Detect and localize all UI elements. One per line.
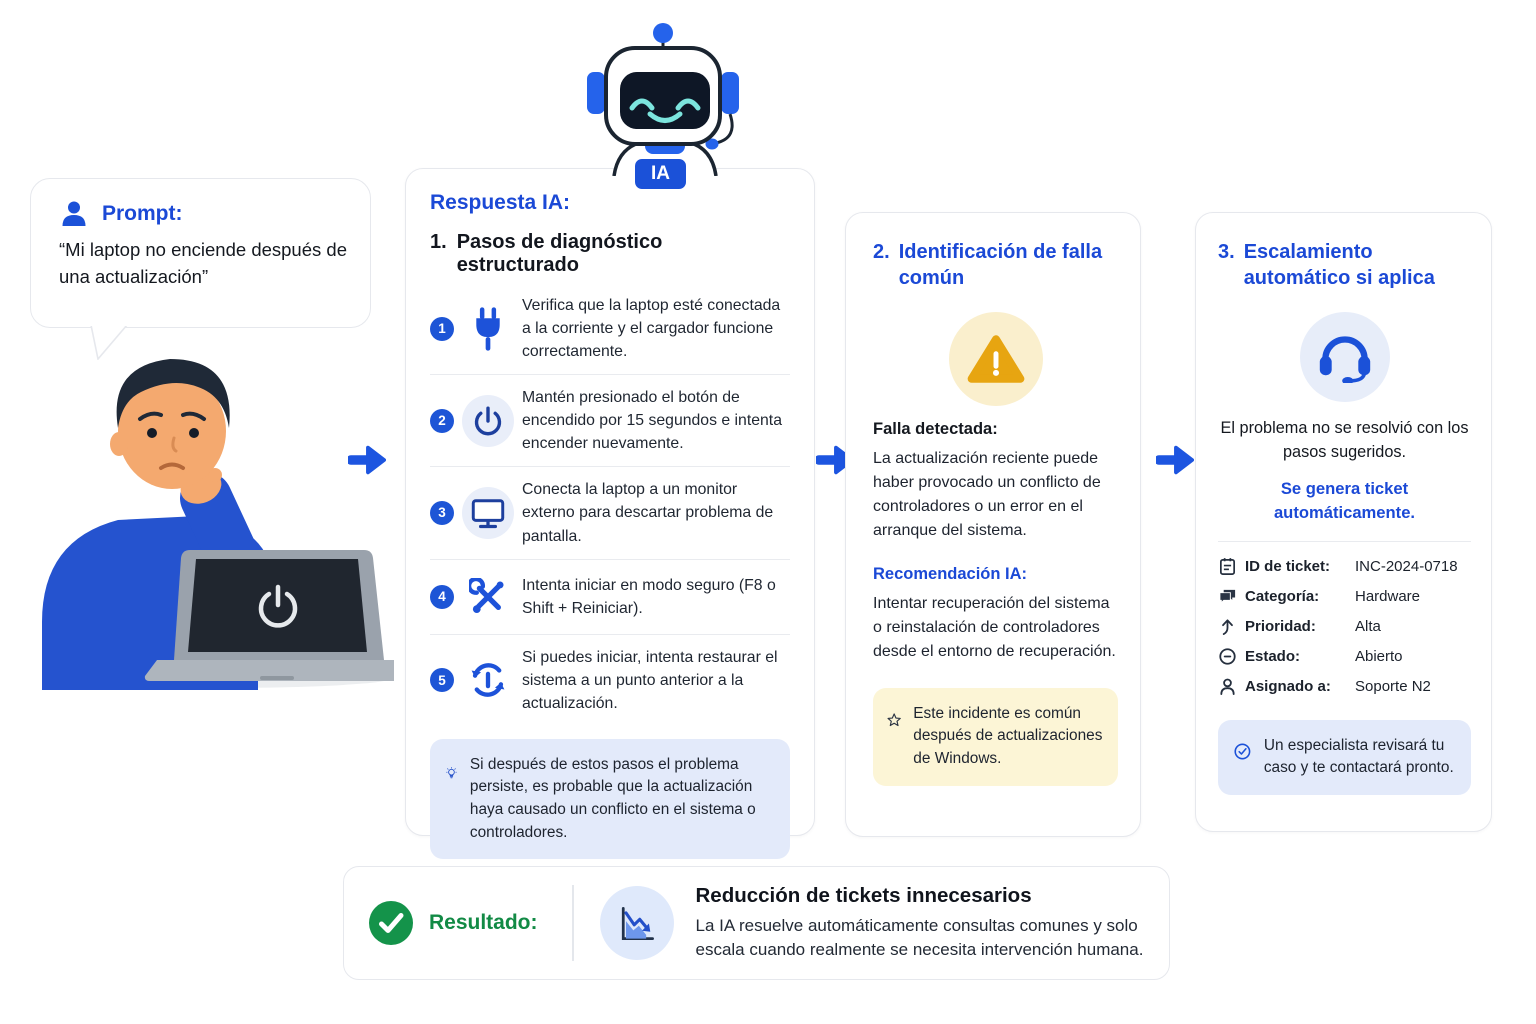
declining-chart-icon xyxy=(600,886,674,960)
panel1-title-text: Pasos de diagnóstico estructurado xyxy=(456,231,663,276)
result-label: Resultado: xyxy=(429,911,538,934)
recommendation-text: Intentar recuperación del sistema o reinstalación de controladores desde el entorno de recuperación. xyxy=(873,594,1116,660)
step-row xyxy=(430,375,790,467)
incident-note-text: Este incidente es común después de actualizaciones de Windows. xyxy=(913,704,1103,768)
warning-icon xyxy=(949,312,1043,406)
step-number-badge: 3 xyxy=(430,501,454,525)
prompt-bubble xyxy=(30,178,371,328)
ticket-row xyxy=(1218,672,1471,702)
ticket-details xyxy=(1218,541,1471,702)
restore-icon xyxy=(462,654,514,706)
panel-diagnostico xyxy=(405,168,815,841)
step-text: Si puedes iniciar, intenta restaurar el sistema a un punto anterior a la actualización. xyxy=(522,648,778,712)
worried-user-illustration xyxy=(22,334,394,690)
flow-arrow xyxy=(348,444,386,476)
panel-identificacion xyxy=(845,212,1141,837)
panel1-title xyxy=(430,231,790,277)
escalation-intro: El problema no se resolvió con los pasos sugeridos. xyxy=(1220,418,1469,462)
diagnosis-note-text: Si después de estos pasos el problema persiste, es probable que la actualización haya causado un conflicto en el sistema o controladores. xyxy=(469,755,756,841)
result-left xyxy=(368,900,564,946)
panel3-title-text: Escalamiento automático si aplica xyxy=(1243,241,1435,290)
step-number-badge: 5 xyxy=(430,668,454,692)
plug-icon xyxy=(462,303,514,355)
ticket-value: INC-2024-0718 xyxy=(1355,558,1458,576)
panel3-title xyxy=(1218,239,1471,292)
ticket-label: Asignado a: xyxy=(1245,678,1331,696)
specialist-note-text: Un especialista revisará tu caso y te contactará pronto. xyxy=(1263,736,1454,777)
step-row xyxy=(430,635,790,726)
ticket-label: Categoría: xyxy=(1245,588,1320,606)
fault-text: La actualización reciente puede haber provocado un conflicto de controladores o un error en el arranque del sistema. xyxy=(873,449,1101,539)
prompt-label: Prompt: xyxy=(102,202,183,225)
ia-badge: IA xyxy=(632,156,689,192)
ticket-value: Soporte N2 xyxy=(1355,678,1431,696)
divider xyxy=(572,885,574,961)
check-circle-icon xyxy=(1234,735,1251,768)
panel3-title-number: 3. xyxy=(1218,241,1235,263)
lightbulb-icon xyxy=(446,754,457,792)
robot-mascot xyxy=(584,14,742,176)
panel2-title-number: 2. xyxy=(873,241,890,263)
monitor-icon xyxy=(462,487,514,539)
step-text: Verifica que la laptop esté conectada a la corriente y el cargador funcione correctamente. xyxy=(522,297,781,361)
assignee-icon xyxy=(1218,677,1237,696)
step-number-badge: 2 xyxy=(430,409,454,433)
flow-arrow xyxy=(1156,444,1194,476)
power-icon xyxy=(462,395,514,447)
tools-icon xyxy=(462,571,514,623)
step-text: Mantén presionado el botón de encendido por 15 segundos e intenta encender nuevamente. xyxy=(522,389,782,453)
auto-ticket-text: Se genera ticket automáticamente. xyxy=(1273,478,1416,522)
step-number-badge: 1 xyxy=(430,317,454,341)
step-row xyxy=(430,467,790,559)
star-icon xyxy=(887,703,901,737)
panel2-title xyxy=(873,239,1118,292)
step-row xyxy=(430,560,790,635)
panel1-title-number: 1. xyxy=(430,231,447,253)
step-text: Conecta la laptop a un monitor externo para descartar problema de pantalla. xyxy=(522,481,774,545)
headset-icon xyxy=(1300,312,1390,402)
ticket-row xyxy=(1218,582,1471,612)
recommendation-label: Recomendación IA: xyxy=(873,564,1028,583)
ticket-value: Alta xyxy=(1355,618,1381,636)
ticket-row xyxy=(1218,642,1471,672)
ticket-label: ID de ticket: xyxy=(1245,558,1331,576)
specialist-note xyxy=(1218,720,1471,795)
ticket-row xyxy=(1218,552,1471,582)
user-icon xyxy=(59,199,89,229)
result-copy xyxy=(696,884,1166,962)
incident-note xyxy=(873,688,1118,786)
ticket-value: Abierto xyxy=(1355,648,1403,666)
step-number-badge: 4 xyxy=(430,585,454,609)
step-row xyxy=(430,283,790,375)
fault-label: Falla detectada: xyxy=(873,419,998,438)
ticket-value: Hardware xyxy=(1355,588,1421,606)
priority-icon xyxy=(1218,617,1237,636)
ticket-label: Prioridad: xyxy=(1245,618,1316,636)
ticket-row xyxy=(1218,612,1471,642)
category-icon xyxy=(1218,587,1237,606)
step-text: Intenta iniciar en modo seguro (F8 o Shift + Reiniciar). xyxy=(522,576,776,617)
ticket-label: Estado: xyxy=(1245,648,1301,666)
diagnosis-note xyxy=(430,739,790,860)
result-title: Reducción de tickets innecesarios xyxy=(695,883,1032,907)
panel2-title-text: Identificación de falla común xyxy=(898,241,1103,290)
ticket-id-icon xyxy=(1218,557,1237,576)
panel-escalamiento xyxy=(1195,212,1492,832)
prompt-text: “Mi laptop no enciende después de una actualización” xyxy=(59,239,347,287)
result-text: La IA resuelve automáticamente consultas comunes y solo escala cuando realmente se necesita intervención humana. xyxy=(695,915,1144,959)
panel1-header: Respuesta IA: xyxy=(430,191,571,214)
result-bar xyxy=(343,866,1170,980)
prompt-header xyxy=(59,199,348,229)
success-check-icon xyxy=(368,900,414,946)
status-icon xyxy=(1218,647,1237,666)
